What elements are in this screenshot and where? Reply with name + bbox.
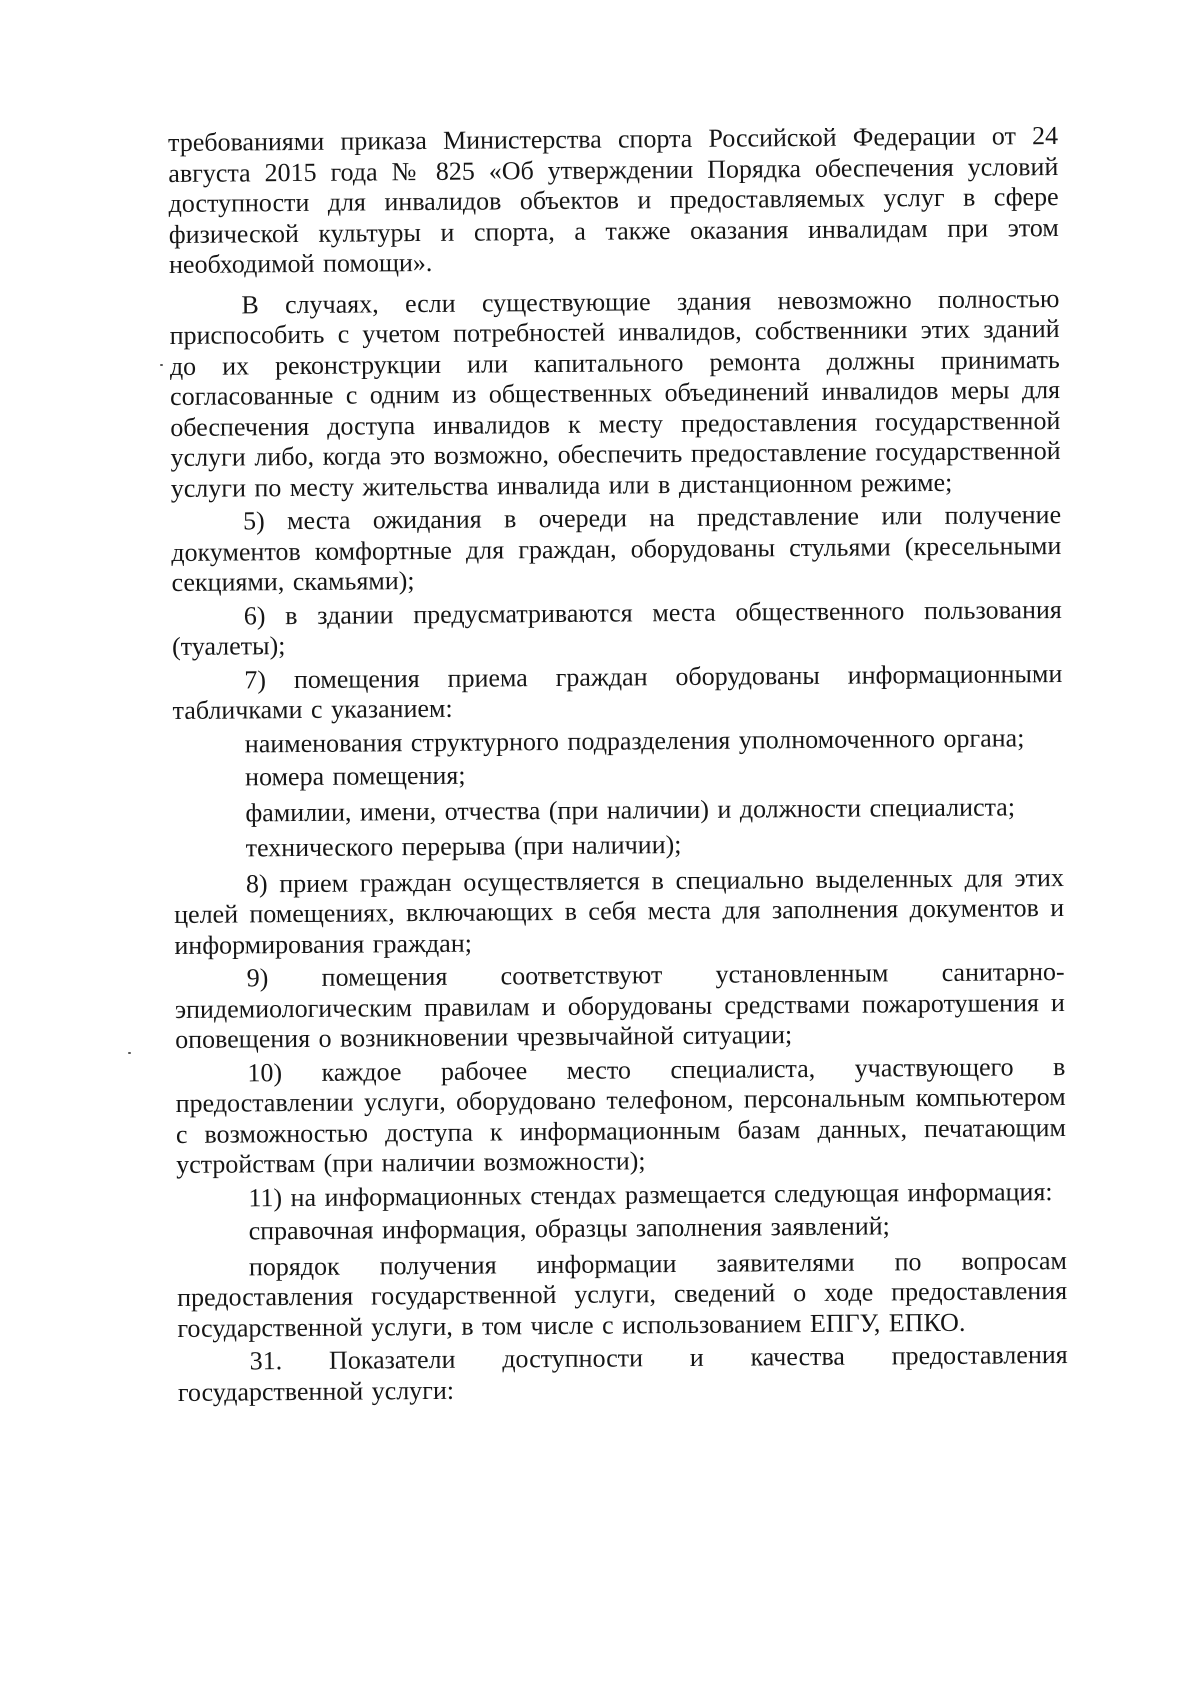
paragraph-item-8: 8) прием граждан осуществляется в специально выделенных для этих целей помещениях, включающих в себя места для заполнения документов и информирования граждан; xyxy=(174,862,1065,960)
paragraph-item-7-name: наименования структурного подразделения уполномоченного органа; xyxy=(244,722,1025,758)
paragraph-existing-buildings: В случаях, если существующие здания невозможно полностью приспособить с учетом потребностей инвалидов, собственники этих зданий до их реконструкции или капитального ремонта должны принимать согласованные с одним из общественных объединений инвалидов меры для обеспечения доступа инвалидов к месту предоставления государственной услуги либо, когда это возможно, обеспечить предоставление государственной услуги по месту жительства инвалида или в дистанционном режиме; xyxy=(169,283,1061,503)
paragraph-item-7-specialist: фамилии, имени, отчества (при наличии) и должности специалиста; xyxy=(245,791,1016,827)
paragraph-item-11-procedure: порядок получения информации заявителями по вопросам предоставления государственной услуги, сведений о ходе предоставления государственной услуги, в том числе с использованием ЕПГУ, ЕПКО. xyxy=(177,1245,1068,1343)
paragraph-item-7: 7) помещения приема граждан оборудованы информационными табличками с указанием: xyxy=(172,658,1063,725)
scan-speck xyxy=(128,1052,131,1054)
paragraph-order-requirements: требованиями приказа Министерства спорта Российской Федерации от 24 августа 2015 года № 825 «Об утверждении Порядка обеспечения условий доступности для инвалидов объектов и предоставляемых услуг в сфере физической культуры и спорта, а также оказания инвалидам при этом необходимой помощи». xyxy=(168,121,1059,279)
paragraph-item-7-room: номера помещения; xyxy=(244,760,466,792)
paragraph-item-5: 5) места ожидания в очереди на представление или получение документов комфортные для граждан, оборудованы стульями (кресельными секциями, скамьями); xyxy=(171,499,1062,597)
paragraph-section-31: 31. Показатели доступности и качества предоставления государственной услуги: xyxy=(177,1339,1068,1407)
paragraph-item-7-break: технического перерыва (при наличии); xyxy=(245,829,682,863)
paragraph-item-9: 9) помещения соответствуют установленным санитарно-эпидемиологическим правилам и оборудованы средствами пожаротушения и оповещения о возникновении чрезвычайной ситуации; xyxy=(174,956,1066,1054)
paragraph-item-6: 6) в здании предусматриваются места общественного пользования (туалеты); xyxy=(171,594,1062,661)
paragraph-item-11: 11) на информационных стендах размещается следующая информация: xyxy=(248,1176,1053,1212)
scan-speck xyxy=(160,364,163,366)
document-body xyxy=(168,121,1068,1411)
paragraph-item-10: 10) каждое рабочее место специалиста, участвующего в предоставлении услуги, оборудовано телефоном, персональным компьютером с возможностью доступа к информационным базам данных, печатающим устройствам (при наличии возможности); xyxy=(175,1051,1066,1179)
paragraph-item-11-reference: справочная информация, образцы заполнения заявлений; xyxy=(248,1211,890,1246)
